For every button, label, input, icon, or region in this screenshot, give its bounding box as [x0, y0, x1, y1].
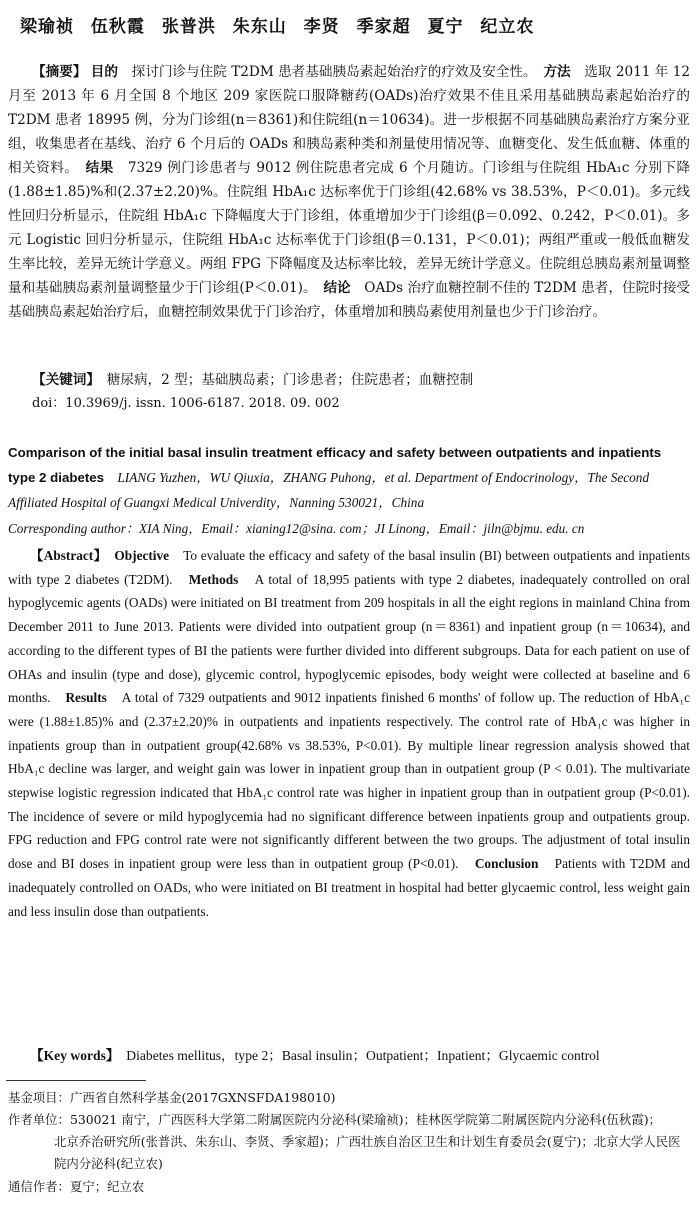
conclusion-cn-label: 结论 [323, 280, 351, 296]
corresponding-text: 夏宁；纪立农 [69, 1179, 145, 1194]
methods-cn-label: 方法 [543, 64, 571, 80]
objective-cn-label: 目的 [90, 64, 118, 80]
english-title: Comparison of the initial basal insulin treatment efficacy and safety between outpatients and inpatients type 2 diabetes [8, 445, 662, 485]
methods-en-label: Methods [188, 571, 239, 587]
methods-cn-text: 选取 2011 年 12 月至 2013 年 6 月全国 8 个地区 209 家医院口服降糖药(OADs)治疗效果不佳且采用基础胰岛素起始治疗的 T2DM 患者 18995 例，分为门诊组(n＝8361)和住院组(n＝10634)。进一步根据不同基础胰岛素治疗方案分亚组，收集患者在基线、治疗 6 个月后的 OADs 和胰岛素种类和剂量使用情况等、血糖变化、发生低血糖、体重的相关资料。 [8, 64, 691, 176]
corresponding-label: 通信作者： [8, 1179, 70, 1194]
corresponding-footnote [8, 1176, 692, 1198]
english-title-block [8, 440, 692, 515]
affiliation-footnote [8, 1109, 692, 1175]
abstract-en-label: 【Abstract】 [30, 548, 101, 563]
chinese-keywords [32, 369, 473, 391]
funding-footnote [8, 1087, 692, 1109]
results-cn-label: 结果 [85, 160, 114, 176]
affiliation-label: 作者单位： [8, 1112, 70, 1127]
doi: doi：10.3969/j. issn. 1006-6187. 2018. 09. 002 [32, 396, 340, 411]
english-authors-affiliation: LIANG Yuzhen，WU Qiuxia，ZHANG Puhong，et al. Department of Endocrinology，The Second Affiliated Hospital of Guangxi Medical Univerdity，Nanning 530021，China [8, 470, 650, 510]
english-abstract [8, 544, 690, 923]
affiliation-text-1: 530021 南宁，广西医科大学第二附属医院内分泌科(梁瑜祯)；桂林医学院第二附属医院内分泌科(伍秋霞)； [69, 1112, 661, 1127]
english-keywords [30, 1045, 600, 1067]
objective-en-text: To evaluate the efficacy and safety of the basal insulin (BI) between outpatients and inpatients with type 2 diabetes (T2DM). [8, 548, 691, 587]
keywords-cn-text: 糖尿病，2 型；基础胰岛素；门诊患者；住院患者；血糖控制 [106, 372, 474, 388]
keywords-en-text: Diabetes mellitus，type 2；Basal insulin；Outpatient；Inpatient；Glycaemic control [126, 1048, 600, 1063]
footnote-divider [6, 1080, 146, 1081]
conclusion-cn-text: OADs 治疗血糖控制不佳的 T2DM 患者，住院时接受基础胰岛素起始治疗后，血糖控制效果优于门诊治疗，体重增加和胰岛素使用剂量也少于门诊治疗。 [8, 280, 691, 320]
objective-en-label: Objective [114, 548, 170, 563]
keywords-cn-label: 【关键词】 [32, 372, 94, 388]
objective-cn-text: 探讨门诊与住院 T2DM 患者基础胰岛素起始治疗的疗效及安全性。 [131, 64, 530, 80]
abstract-cn-label: 【摘要】 [32, 64, 87, 80]
keywords-en-label: 【Key words】 [30, 1048, 113, 1063]
chinese-abstract [8, 60, 690, 324]
conclusion-en-text: Patients with T2DM and inadequately controlled on OADs, who were initiated on BI treatment in hospital had better glycaemic control, less weight gain and less insulin dose than outpatients. [8, 856, 691, 919]
fund-label: 基金项目： [8, 1090, 70, 1105]
results-cn-text: 7329 例门诊患者与 9012 例住院患者完成 6 个月随访。门诊组与住院组 HbA₁c 分别下降(1.88±1.85)%和(2.37±2.20)%。住院组 HbA₁c 达标率优于门诊组(42.68% vs 38.53%，P＜0.01)。多元线性回归分析显示，住院组 HbA₁c 下降幅度大于门诊组，体重增加少于门诊组(β＝0.092、0.242，P＜0.01)。多元 Logistic 回归分析显示，住院组 HbA₁c 达标率优于门诊组(β＝0.131，P＜0.01)；两组严重或一般低血糖发生率比较，差异无统计学意义。两组 FPG 下降幅度及达标率比较，差异无统计学意义。住院组总胰岛素剂量调整量和基础胰岛素剂量调整量少于门诊组(P＜0.01)。 [8, 160, 691, 296]
chinese-author-list: 梁瑜祯 伍秋霞 张普洪 朱东山 李贤 季家超 夏宁 纪立农 [20, 17, 535, 37]
methods-en-text: A total of 18,995 patients with type 2 diabetes, inadequately controlled on oral hypoglycemic agents (OADs) were initiated on BI treatment from 209 hospitals in all the eight regions in mainland China from December 2011 to June 2013. Patients were divided into outpatient group (n＝8361) and inpatient group (n＝10634), and according to the different types of BI the patients were further divided into different subgroups. Data for each patient on use of OHAs and insulin (type and dose), glycemic control, hypoglycemic episodes, body weight were collected at baseline and 6 months. [8, 571, 691, 706]
results-en-text: A total of 7329 outpatients and 9012 inpatients finished 6 months' of follow up. The reduction of HbA₁c were (1.88±1.85)% and (2.37±2.20)% in outpatients and inpatients respectively. The control rate of HbA₁c was higher in inpatients group than in outpatient group(42.68% vs 38.53%, P<0.01). By multiple linear regression analysis showed that HbA₁c decline was larger, and weight gain was lower in inpatient group than in outpatient group (P < 0.01). The multivariate stepwise logistic regression indicated that HbA₁c control rate was higher in inpatient group than in outpatient group (P<0.01). The incidence of severe or mild hypoglycemia had no significant difference between inpatients group and outpatients group. FPG reduction and FPG control rate were not significantly different between the two groups. The adjustment of total insulin dose and BI doses in inpatient group were less than in outpatient group (P<0.01). [8, 690, 691, 872]
english-corresponding-author: Corresponding author：XIA Ning，Email：xianing12@sina. com；JI Linong，Email：jiln@bjmu. edu. cn [8, 521, 585, 536]
conclusion-en-label: Conclusion [474, 856, 539, 872]
affiliation-text-2: 北京乔治研究所(张普洪、朱东山、李贤、季家超)；广西壮族自治区卫生和计划生育委员会(夏宁)；北京大学人民医院内分泌科(纪立农) [54, 1134, 681, 1171]
fund-text: 广西省自然科学基金(2017GXNSFDA198010) [69, 1090, 336, 1105]
results-en-label: Results [65, 690, 107, 706]
